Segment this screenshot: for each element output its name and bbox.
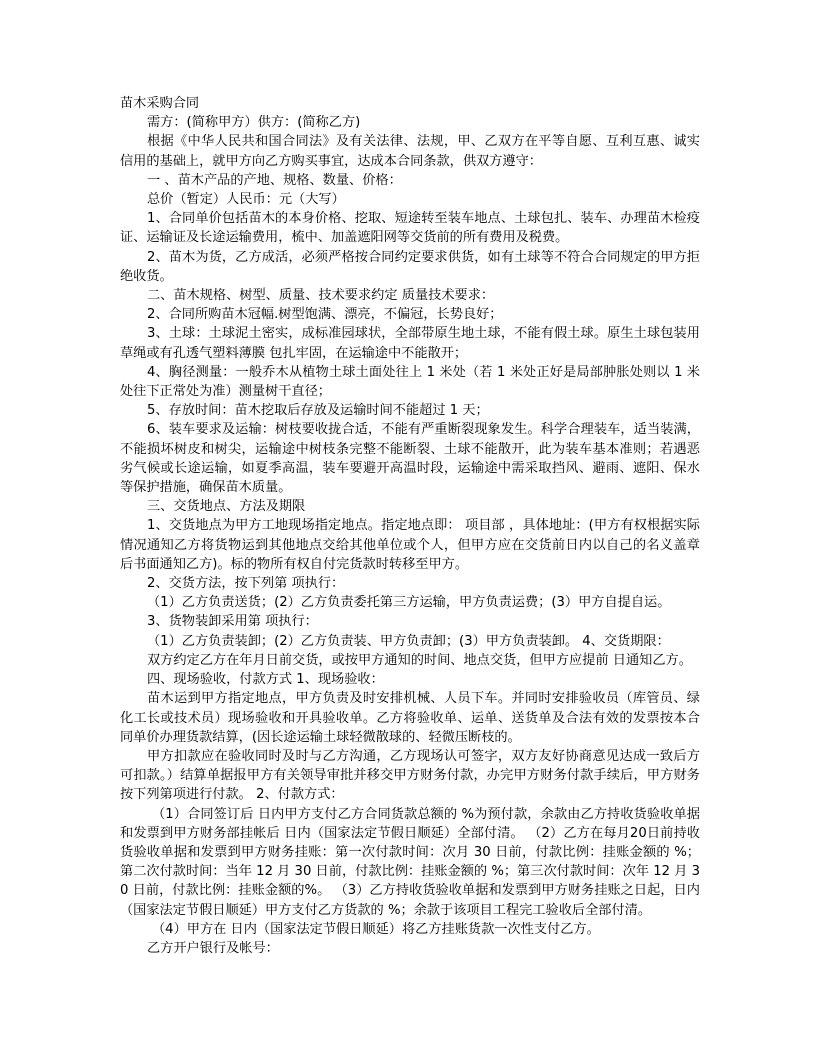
clause-3-3: 3、货物装卸采用第 项执行：	[147, 614, 318, 630]
clause-2-3: 3、土球：土球泥土密实，成标准园球状，全部带原生地土球，不能有假土球。原生土球包装用 草绳或有孔透气塑料薄膜 包扎牢固，在运输途中不能散开；	[120, 326, 700, 361]
clause-1-1: 1、合同单价包括苗木的本身价格、挖取、短途转至装车地点、土球包扎、装车、办理苗木检疫证、运输证及长途运输费用，梳中、加盖遮阳网等交货前的所有费用及税费。	[120, 211, 700, 246]
section-heading-3: 三、交货地点、方法及期限	[147, 499, 306, 515]
section-heading-1: 一 、苗木产品的产地、规格、数量、价格：	[147, 172, 402, 188]
clause-2-4: 4、胸径测量：一般乔木从植物土球土面处往上 1 米处（若 1 米处正好是局部肿胀处则以 1 米处往下正常处为准）测量树干直径；	[120, 364, 700, 400]
document-body	[120, 94, 700, 958]
bank-account-line: 乙方开户银行及帐号：	[147, 940, 279, 956]
clause-3-3-options: （1）乙方负责装卸；(2）乙方负责装、甲方负责卸；(3）甲方负责装卸。 4、交货期限：	[147, 633, 670, 649]
clause-3-1: 1、交货地点为甲方工地现场指定地点。指定地点即： 项目部 ，具体地址：(甲方有权根据实际情况通知乙方将货物运到其他地点交给其他单位或个人，但甲方应在交货前日内以自己的名义盖章后书面通知乙方)。标的物所有权自付完货款时转移至甲方。	[120, 518, 700, 572]
clause-3-2-options: （1）乙方负责送货；(2）乙方负责委托第三方运输，甲方负责运费；(3）甲方自提自运。	[147, 595, 671, 611]
clause-2-6: 6、装车要求及运输：树枝要收拢合适，不能有严重断裂现象发生。科学合理装车，适当装满，不能损坏树皮和树尖，运输途中树枝条完整不能断裂、土球不能散开，此为装车基本准则；若遇恶劣气候或长途运输，如夏季高温，装车要避开高温时段，运输途中需采取挡风、避雨、遮阳、保水等保护措施，确保苗木质量。	[120, 422, 700, 496]
clause-4-2-option-4: （4）甲方在 日内（国家法定节假日顺延）将乙方挂账货款一次性支付乙方。	[152, 921, 600, 937]
preamble-paragraph: 根据《中华人民共和国合同法》及有关法律、法规，甲、乙双方在平等自愿、互利互惠、诚实信用的基础上，就甲方向乙方购买事宜，达成本合同条款，供双方遵守：	[120, 134, 700, 169]
section-heading-4: 四、现场验收，付款方式 1、现场验收：	[147, 672, 384, 688]
clause-4-1-deduction: 甲方扣款应在验收同时及时与乙方沟通，乙方现场认可签字，双方友好协商意见达成一致后方可扣款。）结算单据报甲方有关领导审批并移交甲方财务付款，办完甲方财务付款手续后，甲方财务按下列第项进行付款。 2、付款方式：	[120, 748, 700, 803]
section-heading-2: 二、苗木规格、树型、质量、技术要求约定 质量技术要求：	[147, 288, 495, 304]
clause-2-5: 5、存放时间：苗木挖取后存放及运输时间不能超过 1 天；	[147, 403, 489, 419]
clause-4-2-options: （1）合同签订后 日内甲方支付乙方合同货款总额的 %为预付款，余款由乙方持收货验收单据和发票到甲方财务部挂帐后 日内（国家法定节假日顺延）全部付清。 （2）乙方在每月20日前持收货验收单据和发票到甲方财务挂账：第一次付款时间：次月 30 日前，付款比例：挂账金额的 %；第二次付款时间：当年 12 月 30 日前，付款比例：挂账金额的 %；第三次付款时间：次年 12 月 30 日前，付款比例：挂账金额的%。 （3）乙方持收货验收单据和发票到甲方财务挂账之日起，日内（国家法定节假日顺延）甲方支付乙方货款的 %；余款于该项目工程完工验收后全部付清。	[120, 806, 700, 918]
clause-1-2: 2、苗木为货，乙方成活，必须严格按合同约定要求供货，如有土球等不符合合同规定的甲方拒绝收货。	[120, 249, 700, 284]
total-price-line: 总价（暂定）人民币：元（大写）	[147, 192, 345, 208]
parties-line: 需方：(简称甲方）供方：(简称乙方)	[147, 115, 361, 131]
clause-2-2: 2、合同所购苗木冠幅.树型饱满、漂亮，不偏冠，长势良好；	[147, 307, 503, 323]
document-title: 苗木采购合同	[120, 96, 200, 111]
clause-3-4: 双方约定乙方在年月日前交货，或按甲方通知的时间、地点交货，但甲方应提前 日通知乙方。	[147, 652, 692, 668]
clause-4-1: 苗木运到甲方指定地点，甲方负责及时安排机械、人员下车。并同时安排验收员（库管员、绿化工长或技术员）现场验收和开具验收单。乙方将验收单、运单、送货单及合法有效的发票按本合同单价办理货款结算，(因长途运输土球轻微散球的、轻微压断枝的。	[120, 691, 700, 745]
clause-3-2: 2、交货方法，按下列第 项执行：	[147, 576, 345, 592]
